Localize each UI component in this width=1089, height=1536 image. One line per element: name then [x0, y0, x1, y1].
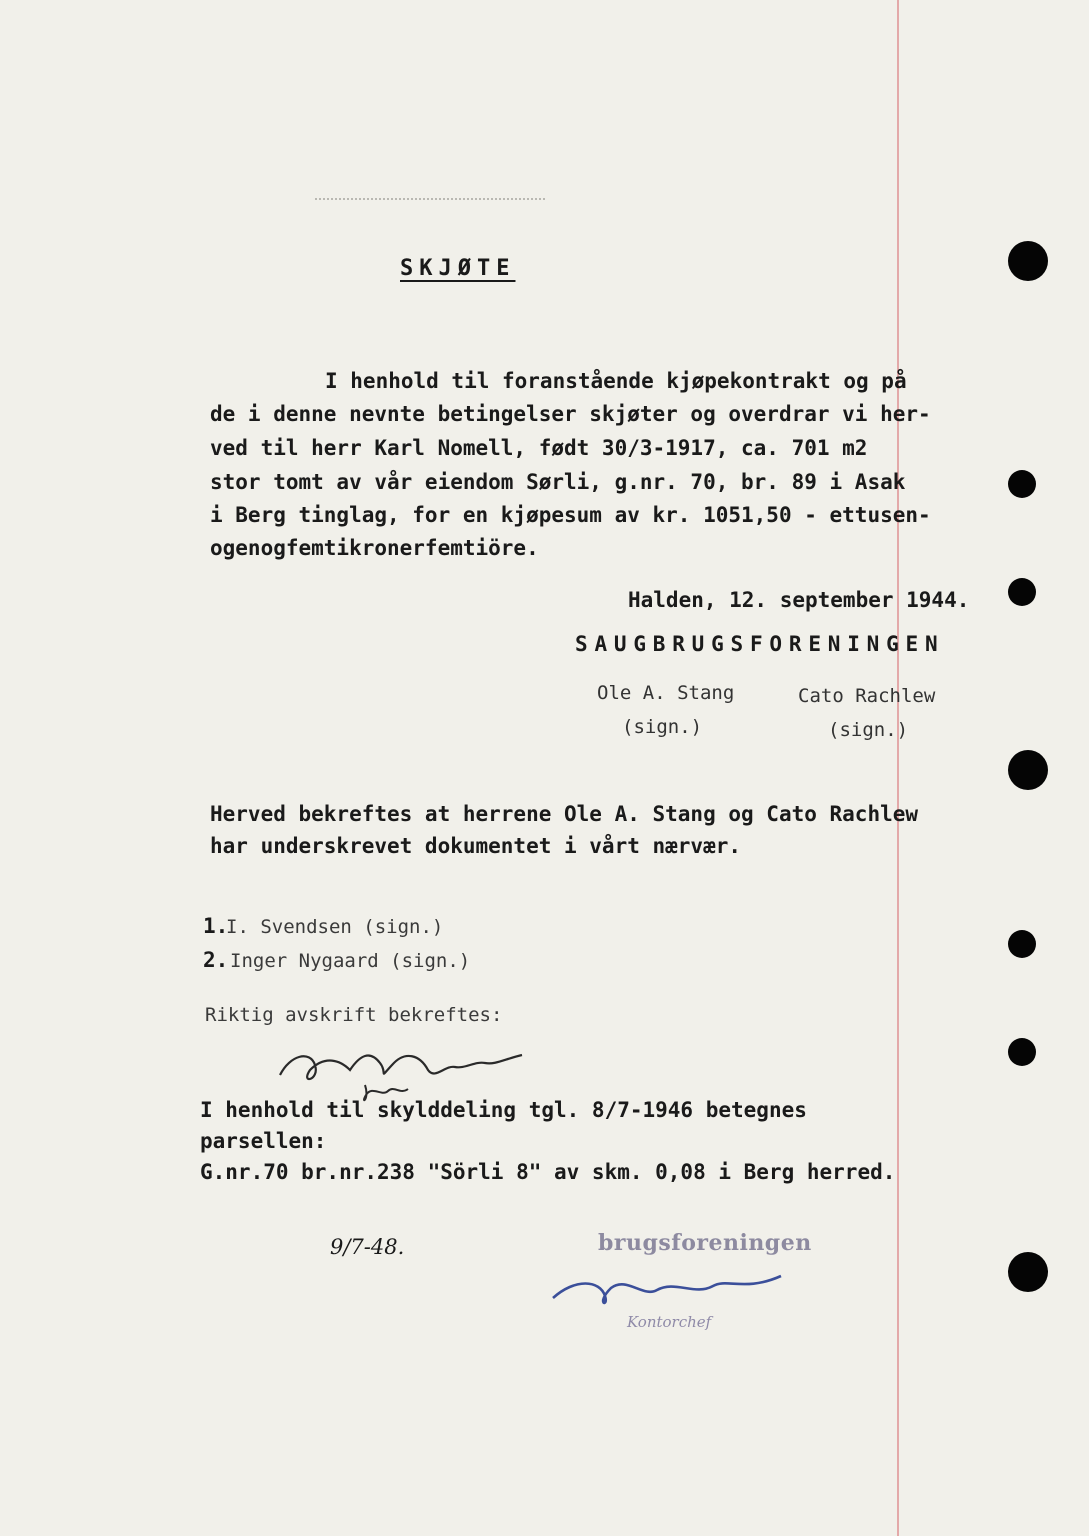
signatory-name: Cato Rachlew: [798, 685, 936, 707]
signature-icon: [545, 1268, 795, 1318]
binder-hole-icon: [1008, 241, 1048, 281]
subdivision-line: parsellen:: [200, 1129, 327, 1153]
witness-number: 1.: [203, 914, 229, 938]
company-name: SAUGBRUGSFORENINGEN: [575, 632, 945, 656]
witness-name: I. Svendsen (sign.): [226, 916, 444, 938]
body-line: stor tomt av vår eiendom Sørli, g.nr. 70, br. 89 i Asak: [210, 470, 906, 494]
subdivision-line: I henhold til skylddeling tgl. 8/7-1946 betegnes: [200, 1098, 807, 1122]
place-date: Halden, 12. september 1944.: [628, 588, 970, 612]
signatory-note: (sign.): [622, 716, 703, 738]
binder-hole-icon: [1008, 1252, 1048, 1292]
signatory-note: (sign.): [828, 719, 909, 741]
signatory-name: Ole A. Stang: [597, 682, 735, 704]
separator: [315, 198, 545, 200]
binder-hole-icon: [1008, 1038, 1036, 1066]
binder-hole-icon: [1008, 750, 1048, 790]
handwritten-date: 9/7-48.: [330, 1235, 405, 1259]
witness-name: Inger Nygaard (sign.): [230, 950, 471, 972]
binder-hole-icon: [1008, 470, 1036, 498]
body-line: i Berg tinglag, for en kjøpesum av kr. 1051,50 - ettusen-: [210, 503, 931, 527]
confirmation-line: har underskrevet dokumentet i vårt nærvær.: [210, 834, 742, 858]
stamp-role: Kontorchef: [627, 1313, 712, 1331]
company-stamp: brugsforeningen: [598, 1230, 812, 1256]
document-title: SKJØTE: [400, 256, 516, 281]
subdivision-line: G.nr.70 br.nr.238 "Sörli 8" av skm. 0,08 i Berg herred.: [200, 1160, 896, 1184]
body-line: ogenogfemtikronerfemtiöre.: [210, 536, 539, 560]
binder-hole-icon: [1008, 578, 1036, 606]
margin-rule: [897, 0, 899, 1536]
body-line: ved til herr Karl Nomell, født 30/3-1917, ca. 701 m2: [210, 436, 868, 460]
witness-number: 2.: [203, 948, 229, 972]
body-line: I henhold til foranstående kjøpekontrakt og på: [325, 369, 907, 393]
body-line: de i denne nevnte betingelser skjøter og overdrar vi her-: [210, 402, 931, 426]
binder-hole-icon: [1008, 930, 1036, 958]
confirmation-line: Herved bekreftes at herrene Ole A. Stang og Cato Rachlew: [210, 802, 919, 826]
certified-copy-label: Riktig avskrift bekreftes:: [205, 1004, 503, 1026]
